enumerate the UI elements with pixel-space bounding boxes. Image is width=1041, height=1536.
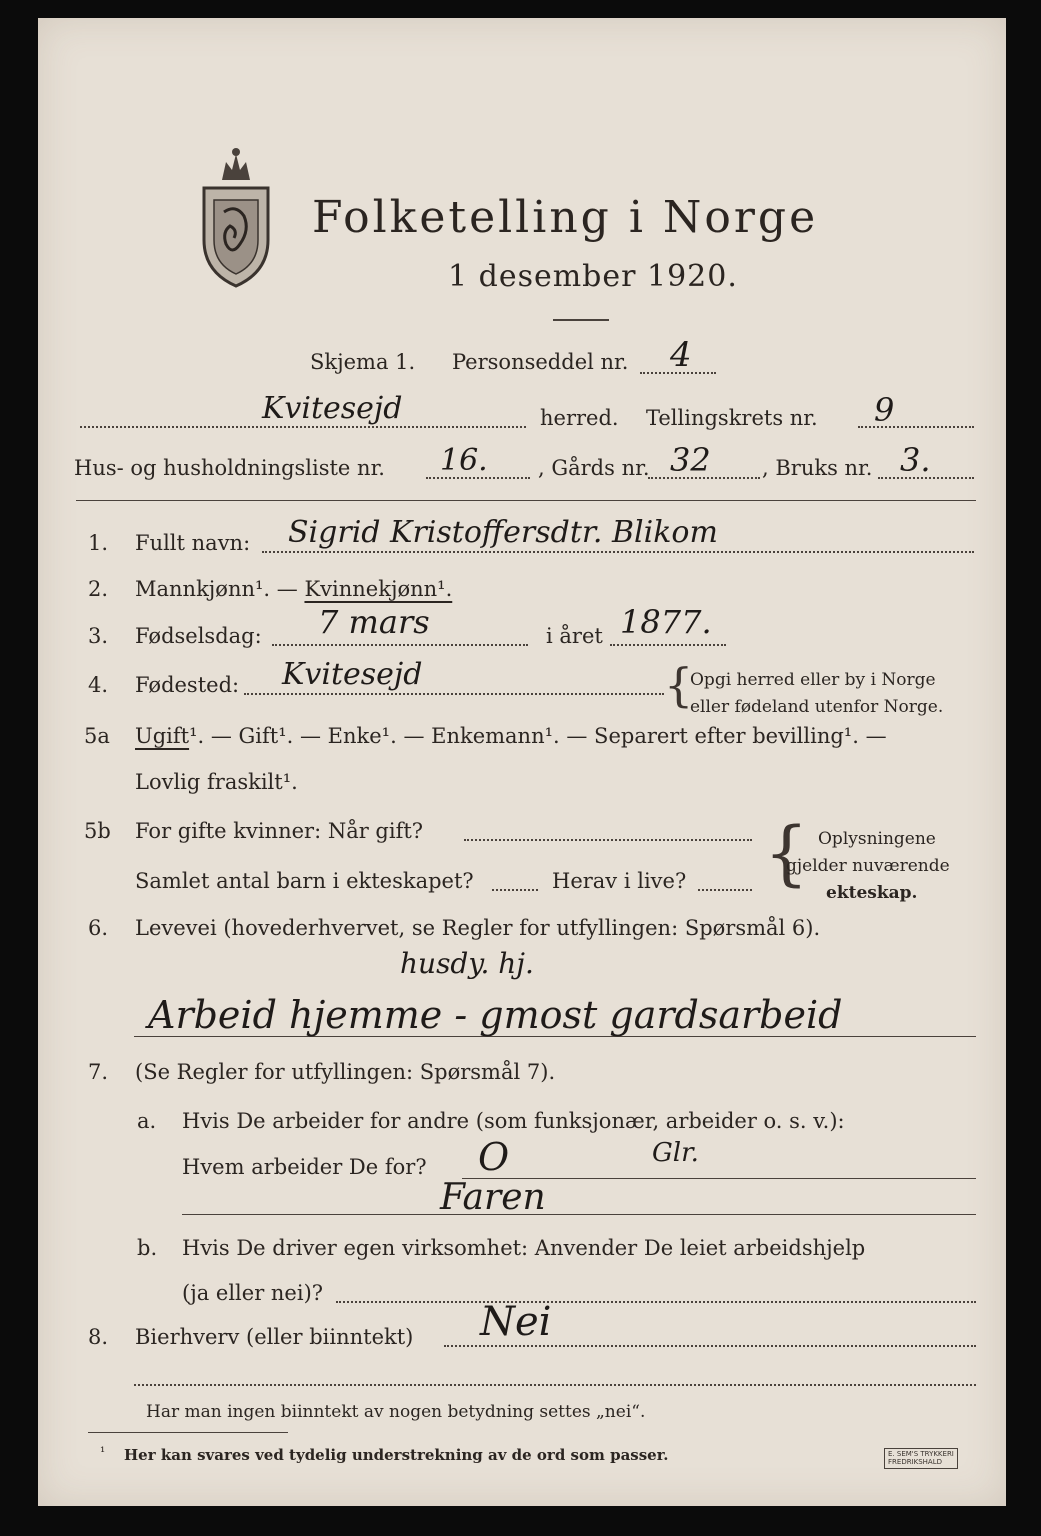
q7a-label: Hvis De arbeider for andre (som funksjonær, arbeider o. s. v.): bbox=[182, 1109, 845, 1133]
q8-label: Bierhverv (eller biinntekt) bbox=[135, 1325, 414, 1349]
q7-number: 7. bbox=[88, 1060, 109, 1084]
q7a-value-2: Glr. bbox=[652, 1138, 699, 1168]
q1-value: Sigrid Kristoffersdtr. Blikom bbox=[288, 515, 718, 550]
q5a-rest: ¹. — Gift¹. — Enke¹. — Enkemann¹. — Separert efter bevilling¹. — bbox=[189, 724, 887, 748]
title-divider bbox=[553, 319, 609, 321]
q2-options bbox=[135, 579, 452, 600]
q7a-second-line bbox=[182, 1214, 976, 1215]
q5b-note-2: gjelder nuværende bbox=[786, 856, 950, 876]
q3-value: 7 mars bbox=[318, 603, 430, 641]
q7b-letter: b. bbox=[137, 1236, 158, 1260]
q5a-ugift: Ugift bbox=[135, 724, 190, 748]
q6-label: Levevei (hovederhvervet, se Regler for utfyllingen: Spørsmål 6). bbox=[135, 916, 821, 940]
q4-line bbox=[244, 693, 664, 695]
q7a-who-label: Hvem arbeider De for? bbox=[182, 1155, 427, 1179]
footnote-divider bbox=[88, 1432, 288, 1433]
q5b-married-line bbox=[464, 839, 752, 841]
printer-stamp bbox=[884, 1448, 958, 1469]
q2-female: Kvinnekjønn¹. bbox=[304, 577, 453, 601]
q6-value-top: husdy. hj. bbox=[400, 947, 534, 980]
q3-label: Fødselsdag: bbox=[135, 624, 262, 648]
header-separator bbox=[76, 500, 976, 501]
q3-year-line bbox=[610, 644, 726, 646]
q8-number: 8. bbox=[88, 1325, 109, 1349]
q5b-children-line bbox=[492, 889, 538, 891]
q2-number: 2. bbox=[88, 577, 109, 601]
footnote-text: Her kan svares ved tydelig understrekning av de ord som passer. bbox=[124, 1446, 669, 1464]
q5a-line2: Lovlig fraskilt¹. bbox=[135, 770, 298, 794]
tellingskrets-label: Tellingskrets nr. bbox=[646, 406, 818, 430]
q7a-value-3: Faren bbox=[440, 1177, 546, 1218]
q5b-label-1: For gifte kvinner: Når gift? bbox=[135, 819, 424, 843]
q5b-label-2: Samlet antal barn i ekteskapet? bbox=[135, 869, 474, 893]
q7a-letter: a. bbox=[137, 1109, 157, 1133]
q3-year-value: 1877. bbox=[620, 603, 712, 641]
q4-value: Kvitesejd bbox=[282, 657, 423, 692]
q7a-value-1: O bbox=[478, 1135, 510, 1179]
q5b-note-3: ekteskap. bbox=[826, 883, 918, 903]
q7-label: (Se Regler for utfyllingen: Spørsmål 7). bbox=[135, 1060, 556, 1084]
q3-number: 3. bbox=[88, 624, 109, 648]
q8-line bbox=[444, 1345, 976, 1347]
skjema-label: Skjema 1. bbox=[310, 350, 416, 374]
coat-of-arms-icon bbox=[192, 140, 280, 290]
q3-year-label: i året bbox=[546, 624, 603, 648]
herred-value: Kvitesejd bbox=[262, 391, 403, 426]
husliste-value: 16. bbox=[440, 443, 488, 478]
q3-line bbox=[272, 644, 528, 646]
gards-label: , Gårds nr. bbox=[538, 456, 650, 480]
q8-value: Nei bbox=[480, 1299, 552, 1345]
page-title: Folketelling i Norge bbox=[312, 192, 819, 243]
q2-dash: — bbox=[270, 577, 305, 601]
q2-male: Mannkjønn¹. bbox=[135, 577, 271, 601]
herred-label: herred. bbox=[540, 406, 619, 430]
census-date: 1 desember 1920. bbox=[448, 259, 738, 294]
personseddel-value: 4 bbox=[670, 335, 692, 375]
q5b-label-3: Herav i live? bbox=[552, 869, 687, 893]
q5b-number: 5b bbox=[84, 819, 111, 843]
q7b-label: Hvis De driver egen virksomhet: Anvender De leiet arbeidshjelp bbox=[182, 1236, 866, 1260]
q5a-number: 5a bbox=[84, 724, 110, 748]
q1-label: Fullt navn: bbox=[135, 531, 251, 555]
footer-note: Har man ingen biinntekt av nogen betydning settes „nei“. bbox=[146, 1402, 646, 1422]
personseddel-label: Personseddel nr. bbox=[452, 350, 629, 374]
printer-stamp-line-1: E. SEM'S TRYKKERI bbox=[888, 1450, 954, 1458]
footnote-mark: ¹ bbox=[100, 1445, 106, 1460]
bruks-value: 3. bbox=[900, 441, 931, 479]
q5b-alive-line bbox=[698, 889, 752, 891]
q4-brace: { bbox=[664, 658, 694, 712]
q8-second-line bbox=[134, 1384, 976, 1386]
q7b-label-2: (ja eller nei)? bbox=[182, 1281, 324, 1305]
q4-label: Fødested: bbox=[135, 673, 240, 697]
q5a-options bbox=[135, 726, 887, 747]
q4-number: 4. bbox=[88, 673, 109, 697]
tellingskrets-value: 9 bbox=[874, 391, 895, 429]
q4-note-2: eller fødeland utenfor Norge. bbox=[690, 697, 944, 717]
q6-number: 6. bbox=[88, 916, 109, 940]
herred-line bbox=[80, 426, 526, 428]
printer-stamp-line-2: FREDRIKSHALD bbox=[888, 1458, 943, 1467]
q5b-brace: { bbox=[764, 812, 809, 894]
gards-value: 32 bbox=[670, 441, 711, 479]
bruks-label: , Bruks nr. bbox=[762, 456, 873, 480]
husliste-label: Hus- og husholdningsliste nr. bbox=[74, 456, 385, 480]
q1-number: 1. bbox=[88, 531, 109, 555]
q6-value: Arbeid hjemme - gmost gardsarbeid bbox=[148, 993, 843, 1037]
q1-line bbox=[262, 551, 974, 553]
q5b-note-1: Oplysningene bbox=[818, 829, 936, 849]
q7b-line bbox=[336, 1301, 976, 1303]
q4-note-1: Opgi herred eller by i Norge bbox=[690, 670, 936, 690]
